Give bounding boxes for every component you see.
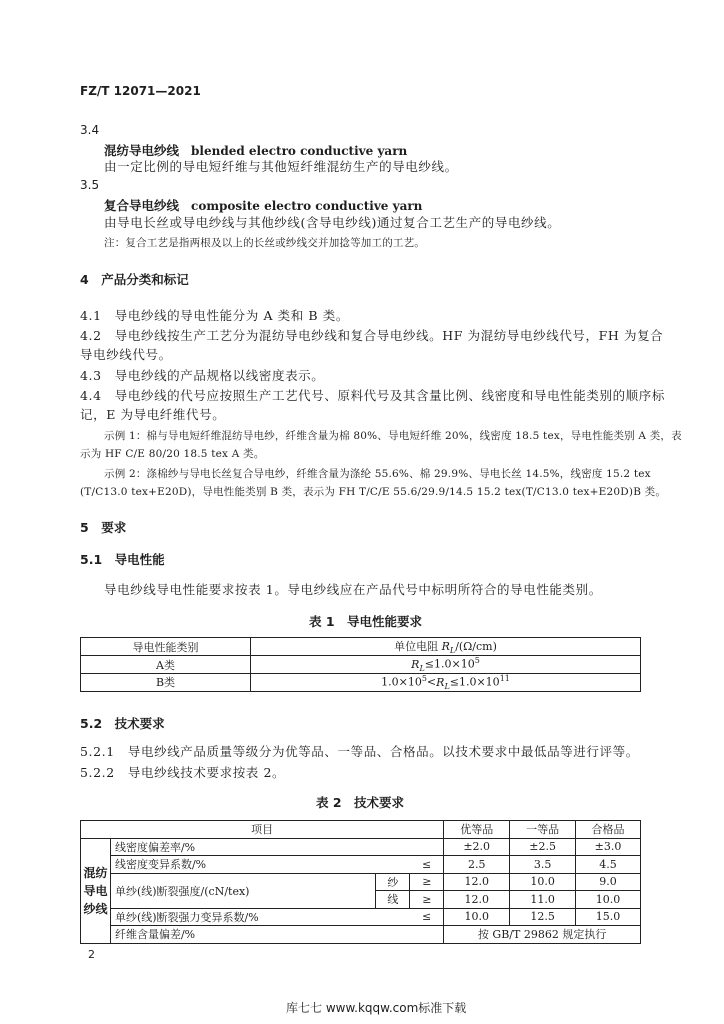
table-cell-merged: 按 GB/T 29862 规定执行 xyxy=(444,926,641,944)
footer-watermark: 库七七 www.kqqw.com标准下载 xyxy=(286,1001,467,1015)
group-label-part: 导电 xyxy=(83,883,108,898)
table-cell: 10.0 xyxy=(444,908,510,926)
table-cell: 10.0 xyxy=(510,873,576,891)
table-header-cell: 导电性能类别 xyxy=(81,638,251,656)
sub-item-cell: 纱 xyxy=(376,873,410,891)
table-cell: 12.0 xyxy=(444,891,510,909)
group-label-part: 混纺 xyxy=(83,865,108,880)
table-row xyxy=(81,674,641,692)
table-cell: 9.0 xyxy=(576,873,641,891)
table-header-row xyxy=(81,821,641,839)
technical-requirements-table xyxy=(80,820,641,944)
table-cell: $R_L\le 1.0\times 10^5$ xyxy=(251,656,641,674)
section-heading: 4 产品分类和标记 xyxy=(80,272,189,287)
sub-item-cell: 线 xyxy=(376,891,410,909)
table-row xyxy=(81,856,641,874)
group-label-part: 纱线 xyxy=(83,901,108,916)
table-cell: 单纱(线)断裂强度/(cN/tex) xyxy=(110,873,375,908)
table-cell: 3.5 xyxy=(510,856,576,874)
paragraph: 5.2.1 导电纱线产品质量等级分为优等品、一等品、合格品。以技术要求中最低品等进行评等。 xyxy=(80,744,639,759)
term-chinese: 混纺导电纱线 xyxy=(104,143,180,158)
example: 示例 2：涤棉纱与导电长丝复合导电纱，纤维含量为涤纶 55.6%、棉 29.9%、导电长丝 14.5%，线密度 15.2 tex xyxy=(104,468,651,480)
table-header-row xyxy=(81,638,641,656)
table-cell: 纤维含量偏差/% xyxy=(110,926,443,944)
table-caption: 表 1 导电性能要求 xyxy=(309,614,423,629)
term-definition: 由导电长丝或导电纱线与其他纱线(含导电纱线)通过复合工艺生产的导电纱线。 xyxy=(104,215,561,230)
table-header-cell: 项目 xyxy=(81,821,444,839)
table-caption: 表 2 技术要求 xyxy=(316,795,405,810)
table-cell: A类 xyxy=(81,656,251,674)
paragraph-cont: 导电纱线代号。 xyxy=(80,347,172,362)
table-header-cell: 优等品 xyxy=(444,821,510,839)
paragraph: 4.1 导电纱线的导电性能分为 A 类和 B 类。 xyxy=(80,308,349,323)
paragraph-cont: 记，E 为导电纤维代号。 xyxy=(80,407,226,422)
paragraph: 4.2 导电纱线按生产工艺分为混纺导电纱线和复合导电纱线。HF 为混纺导电纱线代号，FH 为复合 xyxy=(80,328,664,343)
term-number: 3.4 xyxy=(80,123,100,137)
term-chinese: 复合导电纱线 xyxy=(104,198,180,213)
operator-cell: ≥ xyxy=(410,891,444,909)
term-note: 注：复合工艺是指两根及以上的长丝或纱线交并加捻等加工的工艺。 xyxy=(104,237,425,249)
page-number: 2 xyxy=(88,948,95,961)
operator-cell: ≥ xyxy=(410,873,444,891)
table-row xyxy=(81,926,641,944)
table-header-cell: 合格品 xyxy=(576,821,641,839)
table-cell: B类 xyxy=(81,674,251,692)
table-cell: 单纱(线)断裂强力变异系数/% xyxy=(110,908,409,926)
table-cell: 线密度变异系数/% xyxy=(110,856,409,874)
table-row xyxy=(81,656,641,674)
table-cell: 12.5 xyxy=(510,908,576,926)
subsection-heading: 5.2 技术要求 xyxy=(80,716,165,731)
table-cell: 12.0 xyxy=(444,873,510,891)
paragraph: 4.4 导电纱线的代号应按照生产工艺代号、原料代号及其含量比例、线密度和导电性能类别的顺序标 xyxy=(80,388,665,403)
term-english: blended electro conductive yarn xyxy=(191,144,408,158)
example-cont: (T/C13.0 tex+E20D)，导电性能类别 B 类，表示为 FH T/C/E 55.6/29.9/14.5 15.2 tex(T/C13.0 tex+E20D)B 类。 xyxy=(80,486,667,498)
example: 示例 1：棉与导电短纤维混纺导电纱，纤维含量为棉 80%、导电短纤维 20%，线密度 18.5 tex，导电性能类别 A 类，表 xyxy=(104,430,682,442)
paragraph: 5.2.2 导电纱线技术要求按表 2。 xyxy=(80,765,286,780)
table-row xyxy=(81,838,641,856)
table-cell: $1.0\times 10^5<R_L\le 1.0\times 10^{11}$ xyxy=(251,674,641,692)
table-cell: ±2.5 xyxy=(510,838,576,856)
term-title xyxy=(104,195,422,214)
group-label xyxy=(81,838,111,943)
table-cell: 10.0 xyxy=(576,891,641,909)
table-cell: 线密度偏差率/% xyxy=(110,838,443,856)
section-heading: 5 要求 xyxy=(80,520,127,535)
standard-number: FZ/T 12071—2021 xyxy=(80,84,201,98)
paragraph: 导电纱线导电性能要求按表 1。导电纱线应在产品代号中标明所符合的导电性能类别。 xyxy=(104,582,602,597)
table-cell: 15.0 xyxy=(576,908,641,926)
table-cell: 4.5 xyxy=(576,856,641,874)
term-definition: 由一定比例的导电短纤维与其他短纤维混纺生产的导电纱线。 xyxy=(104,159,458,174)
paragraph: 4.3 导电纱线的产品规格以线密度表示。 xyxy=(80,368,325,383)
table-cell: 2.5 xyxy=(444,856,510,874)
table-cell: ±3.0 xyxy=(576,838,641,856)
table-cell: 11.0 xyxy=(510,891,576,909)
term-number: 3.5 xyxy=(80,178,100,192)
subsection-heading: 5.1 导电性能 xyxy=(80,552,165,567)
table-header-cell: 单位电阻 $R_L/(\Omega/cm)$ xyxy=(251,638,641,656)
operator-cell: ≤ xyxy=(410,908,444,926)
term-english: composite electro conductive yarn xyxy=(191,199,423,213)
table-cell: ±2.0 xyxy=(444,838,510,856)
conductivity-table xyxy=(80,637,641,692)
example-cont: 示为 HF C/E 80/20 18.5 tex A 类。 xyxy=(80,448,265,460)
table-row xyxy=(81,908,641,926)
table-row xyxy=(81,873,641,891)
table-header-cell: 一等品 xyxy=(510,821,576,839)
operator-cell: ≤ xyxy=(410,856,444,874)
